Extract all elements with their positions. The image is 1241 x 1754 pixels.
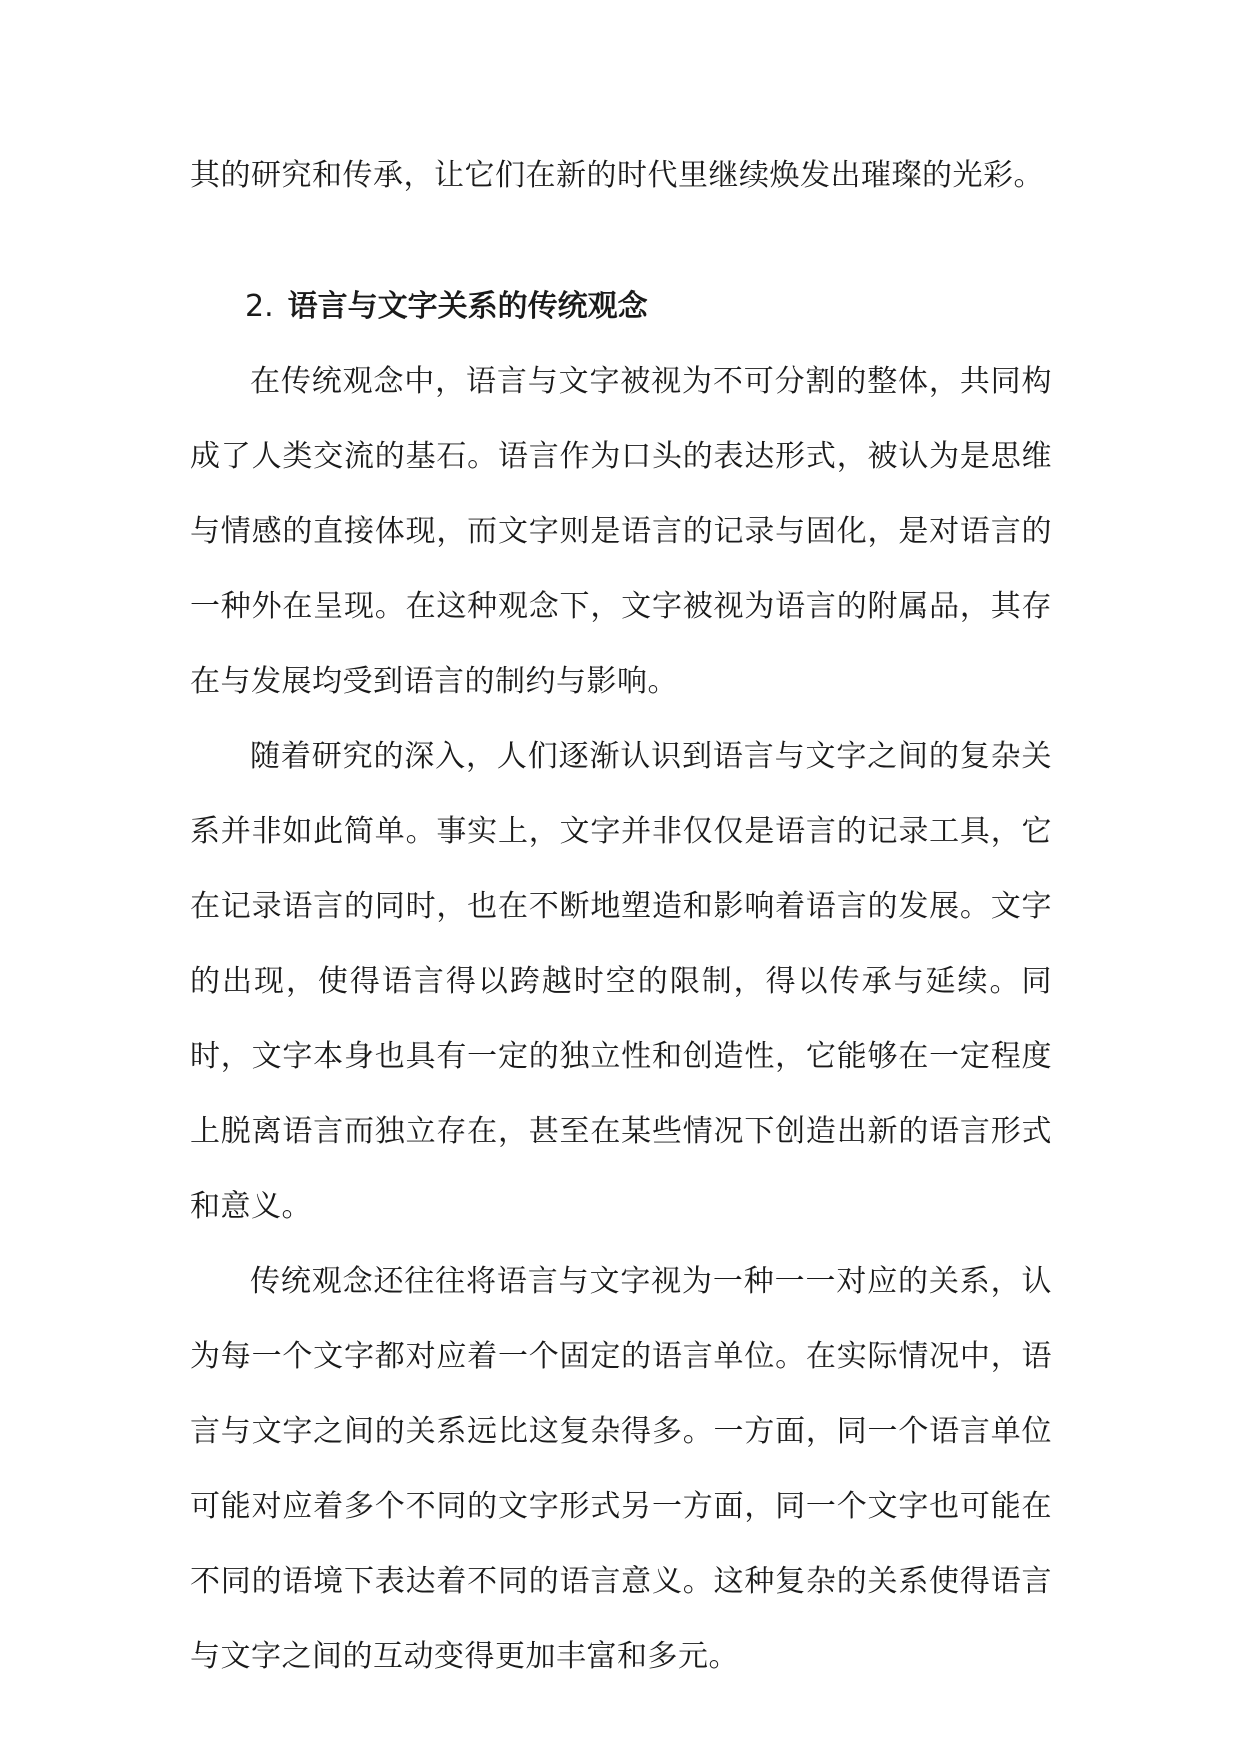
- continuation-paragraph: 其的研究和传承，让它们在新的时代里继续焕发出璀璨的光彩。: [190, 158, 1044, 193]
- document-body: [190, 138, 1052, 1694]
- section-number: 2.: [245, 289, 274, 324]
- section-heading: [190, 269, 1052, 344]
- body-paragraph-2: 随着研究的深入，人们逐渐认识到语言与文字之间的复杂关系并非如此简单。事实上，文字并非仅仅是语言的记录工具，它在记录语言的同时，也在不断地塑造和影响着语言的发展。文字的出现，使得语言得以跨越时空的限制，得以传承与延续。同时，文字本身也具有一定的独立性和创造性，它能够在一定程度上脱离语言而独立存在，甚至在某些情况下创造出新的语言形式和意义。: [190, 739, 1052, 1224]
- body-paragraph-1: 在传统观念中，语言与文字被视为不可分割的整体，共同构成了人类交流的基石。语言作为口头的表达形式，被认为是思维与情感的直接体现，而文字则是语言的记录与固化，是对语言的一种外在呈现。在这种观念下，文字被视为语言的附属品，其存在与发展均受到语言的制约与影响。: [190, 364, 1052, 699]
- body-paragraph-3: 传统观念还往往将语言与文字视为一种一一对应的关系，认为每一个文字都对应着一个固定的语言单位。在实际情况中，语言与文字之间的关系远比这复杂得多。一方面，同一个语言单位可能对应着多个不同的文字形式另一方面，同一个文字也可能在不同的语境下表达着不同的语言意义。这种复杂的关系使得语言与文字之间的互动变得更加丰富和多元。: [190, 1264, 1052, 1674]
- section-title: 语言与文字关系的传统观念: [287, 289, 648, 324]
- section-spacer: [190, 213, 1052, 269]
